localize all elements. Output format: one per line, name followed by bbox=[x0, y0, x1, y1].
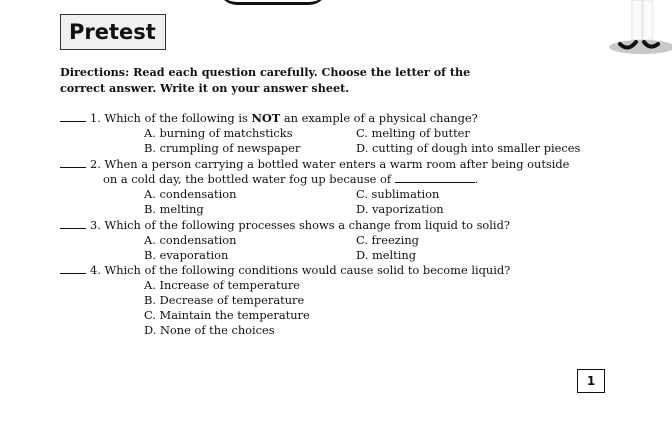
choice-2d: D. vaporization bbox=[356, 202, 444, 216]
page-number: 1 bbox=[577, 369, 605, 393]
choice-1b: B. crumpling of newspaper bbox=[144, 141, 301, 155]
cartoon-feet-icon bbox=[582, 0, 672, 70]
choice-2c: C. sublimation bbox=[356, 187, 440, 201]
choice-4d: D. None of the choices bbox=[144, 323, 275, 337]
question-3: 3. Which of the following processes shows a change from liquid to solid? bbox=[60, 218, 510, 232]
answer-blank-3[interactable] bbox=[60, 218, 86, 229]
choice-3d: D. melting bbox=[356, 248, 417, 262]
directions bbox=[60, 64, 530, 96]
choice-3c: C. freezing bbox=[356, 233, 419, 247]
answer-blank-4[interactable] bbox=[60, 263, 86, 274]
directions-line-1: Directions: Read each question carefully. Choose the letter of the bbox=[60, 65, 471, 79]
question-2: 2. When a person carrying a bottled water enters a warm room after being outside bbox=[60, 157, 569, 171]
answer-blank-2[interactable] bbox=[60, 157, 86, 168]
choice-1d: D. cutting of dough into smaller pieces bbox=[356, 141, 581, 155]
question-1: 1. Which of the following is NOT an example of a physical change? bbox=[60, 111, 478, 125]
top-decoration-arc bbox=[218, 0, 328, 5]
question-2-continuation: on a cold day, the bottled water fog up because of . bbox=[103, 172, 479, 186]
choice-1c: C. melting of butter bbox=[356, 126, 470, 140]
choice-4a: A. Increase of temperature bbox=[144, 278, 301, 292]
choice-3a: A. condensation bbox=[144, 233, 237, 247]
pretest-title: Pretest bbox=[60, 14, 166, 50]
answer-blank-1[interactable] bbox=[60, 111, 86, 122]
directions-line-2: correct answer. Write it on your answer sheet. bbox=[60, 81, 350, 95]
question-4: 4. Which of the following conditions would cause solid to become liquid? bbox=[60, 263, 510, 277]
not-emphasis: NOT bbox=[251, 111, 281, 125]
fill-in-blank bbox=[395, 172, 475, 183]
choice-4b: B. Decrease of temperature bbox=[144, 293, 305, 307]
choice-2b: B. melting bbox=[144, 202, 204, 216]
choice-4c: C. Maintain the temperature bbox=[144, 308, 310, 322]
choice-3b: B. evaporation bbox=[144, 248, 229, 262]
choice-1a: A. burning of matchsticks bbox=[144, 126, 293, 140]
choice-2a: A. condensation bbox=[144, 187, 237, 201]
